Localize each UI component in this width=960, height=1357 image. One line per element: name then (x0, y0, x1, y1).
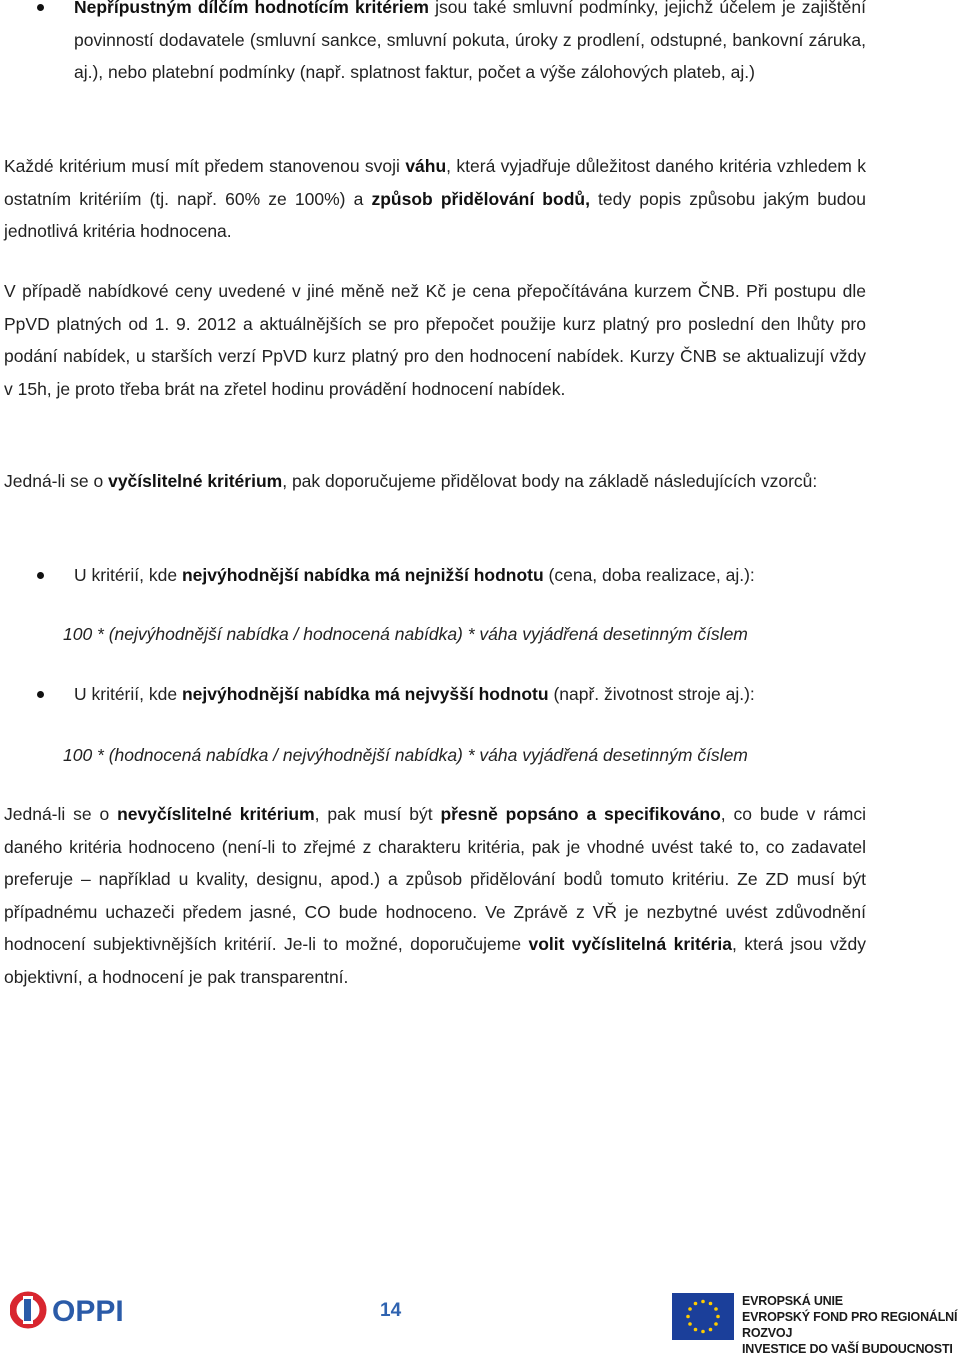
paragraph-currency: V případě nabídkové ceny uvedené v jiné měně než Kč je cena přepočítávána kurzem ČNB. Při postupu dle PpVD platných od 1. 9. 2012 a aktuálnějších se pro přepočet použije kurz platný pro poslední den lhůty pro podání nabídek, u starších verzí PpVD kurz platný pro den hodnocení nabídek. Kurzy ČNB se aktualizují vždy v 15h, je proto třeba brát na zřetel hodinu provádění hodnocení nabídek. (4, 281, 866, 399)
text-run: U kritérií, kde (74, 565, 182, 585)
eu-star (716, 1315, 720, 1319)
oppi-logo (10, 1290, 170, 1330)
eu-line-1: EVROPSKÁ UNIE (742, 1294, 843, 1308)
text-run: U kritérií, kde (74, 684, 182, 704)
text-run: , která vyjadřuje důležitost daného kritéria vzhledem k ostatním kritériím (tj. např. 60% ze 100%) a (4, 156, 866, 209)
paragraph-nonquantifiable (4, 798, 866, 993)
paragraph-weights (4, 150, 866, 248)
bold-term: nevyčíslitelné kritérium (117, 804, 315, 824)
eu-star (714, 1307, 718, 1311)
bullet-text (74, 559, 866, 592)
text-run: , co bude v rámci daného kritéria hodnoceno (není-li to zřejmé z charakteru kritéria, pak je vhodné uvést také to, co zadavatel preferuje – například u kvality, designu, apod.) a způsob přidělování bodů tomuto kritériu. Ze ZD musí být případnému uchazeči předem jasné, CO bude hodnoceno. Ve Zprávě z VŘ je nezbytné uvést zdůvodnění hodnocení subjektivnějších kritérií. Je-li to možné, doporučujeme (4, 804, 867, 954)
formula-lowest: 100 * (nejvýhodnější nabídka / hodnocená nabídka) * váha vyjádřená desetinným číslem (63, 624, 748, 644)
eu-star (709, 1302, 713, 1306)
paragraph-quantifiable (4, 465, 866, 498)
bullet-text (74, 0, 866, 89)
bullet-item-nepripustne (4, 0, 866, 121)
formula-highest: 100 * (hodnocená nabídka / nejvýhodnější nabídka) * váha vyjádřená desetinným číslem (63, 745, 748, 765)
bullet-rest-text: jsou také smluvní podmínky, jejichž účelem je zajištění povinností dodavatele (smluvní sankce, smluvní pokuta, úroky z prodlení, odstupné, bankovní záruka, aj.), nebo platební podmínky (např. splatnost faktur, počet a výše zálohových plateb, aj.) (74, 0, 866, 82)
eu-star (688, 1307, 692, 1311)
text-run: tedy popis způsobu jakým budou jednotlivá kritéria hodnocena. (4, 188, 866, 241)
bold-term: volit vyčíslitelná kritéria (528, 934, 732, 954)
eu-star (701, 1300, 705, 1304)
bold-term: váhu (405, 156, 447, 176)
bold-term: způsob přidělování bodů, (371, 188, 590, 209)
bold-term: nejvýhodnější nabídka má nejnižší hodnotu (181, 565, 544, 585)
text-run: Každé kritérium musí mít předem stanovenou svoji (4, 156, 406, 176)
bullet-item-highest-value (4, 678, 866, 711)
page-number: 14 (380, 1300, 402, 1321)
text-run: (např. životnost stroje aj.): (548, 684, 755, 704)
text-run: Jedná-li se o (4, 804, 118, 824)
bullet-dot (37, 4, 44, 11)
text-run: , pak doporučujeme přidělovat body na základě následujících vzorců: (282, 471, 818, 491)
eu-star (714, 1322, 718, 1326)
eu-star (694, 1328, 698, 1332)
eu-funding-text (742, 1293, 960, 1357)
bold-term: nejvýhodnější nabídka má nejvyšší hodnotu (181, 684, 549, 704)
bullet-text (74, 678, 866, 711)
eu-line-2: EVROPSKÝ FOND PRO REGIONÁLNÍ ROZVOJ (742, 1310, 958, 1340)
bullet-item-lowest-value (4, 559, 866, 592)
text-run: , pak musí být (314, 804, 441, 824)
eu-line-3: INVESTICE DO VAŠÍ BUDOUCNOSTI (742, 1342, 953, 1356)
bold-term: Nepřípustným dílčím hodnotícím kritériem (74, 0, 429, 17)
text-run: , která jsou vždy objektivní, a hodnocení je pak transparentní. (4, 934, 866, 987)
eu-star (709, 1328, 713, 1332)
text-run: (cena, doba realizace, aj.): (543, 565, 755, 585)
text-run: Jedná-li se o (4, 471, 109, 491)
bold-term: vyčíslitelné kritérium (108, 471, 283, 491)
oppi-logo-text: OPPI (52, 1295, 124, 1328)
bold-term: přesně popsáno a specifikováno (440, 804, 721, 824)
eu-star (686, 1315, 690, 1319)
bullet-dot (37, 572, 44, 579)
eu-star (694, 1302, 698, 1306)
eu-star (701, 1330, 705, 1334)
bullet-dot (37, 691, 44, 698)
eu-star (688, 1322, 692, 1326)
eu-flag-icon (672, 1293, 734, 1340)
